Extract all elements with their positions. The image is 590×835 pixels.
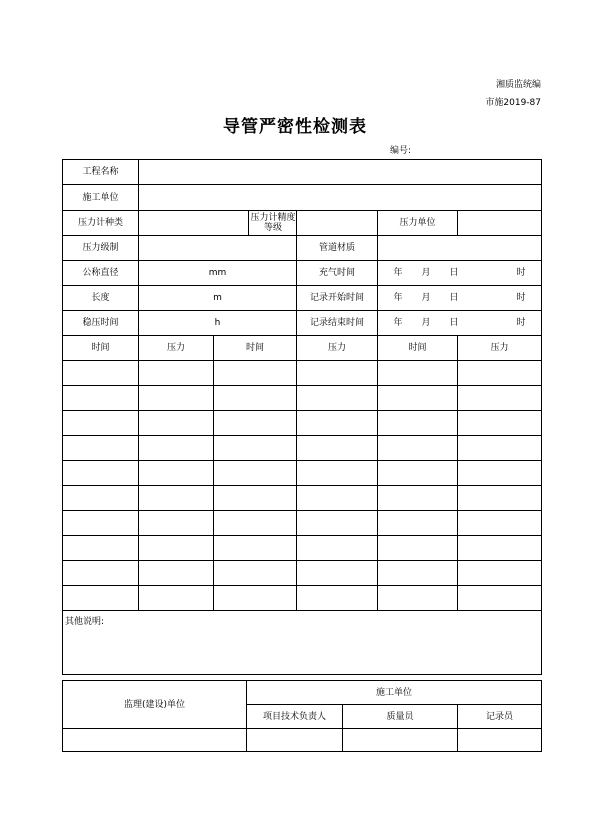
gauge-type-label: 压力计种类: [63, 211, 139, 236]
year-label: 年: [393, 293, 403, 303]
day-label: 日: [449, 268, 459, 278]
table-cell[interactable]: [378, 461, 458, 486]
table-row: [63, 511, 542, 536]
gauge-precision-label: [248, 211, 297, 236]
table-cell[interactable]: [63, 511, 139, 536]
table-cell[interactable]: [297, 386, 378, 411]
supervision-unit-label: 监理(建设)单位: [63, 681, 247, 729]
column-header-pressure: 压力: [458, 336, 542, 361]
pipe-material-label: 管道材质: [297, 236, 378, 261]
table-cell[interactable]: [297, 486, 378, 511]
table-cell[interactable]: [297, 536, 378, 561]
pressure-unit-label: 压力单位: [378, 211, 458, 236]
recorder-signature-field[interactable]: [458, 729, 542, 752]
table-cell[interactable]: [378, 361, 458, 386]
table-cell[interactable]: [458, 486, 542, 511]
table-cell[interactable]: [458, 361, 542, 386]
month-label: 月: [421, 293, 431, 303]
table-cell[interactable]: [297, 586, 378, 611]
pressure-unit-field[interactable]: [458, 211, 542, 236]
table-cell[interactable]: [297, 411, 378, 436]
construction-unit-field[interactable]: [139, 185, 542, 211]
table-row: [63, 386, 542, 411]
stable-time-label: 稳压时间: [63, 311, 139, 336]
project-name-field[interactable]: [139, 160, 542, 185]
table-cell[interactable]: [458, 411, 542, 436]
year-label: 年: [393, 268, 403, 278]
table-cell[interactable]: [297, 436, 378, 461]
table-cell[interactable]: [378, 586, 458, 611]
table-cell[interactable]: [63, 386, 139, 411]
record-start-label: 记录开始时间: [297, 286, 378, 311]
construction-unit-sign-label: 施工单位: [247, 681, 542, 705]
supervision-signature-field[interactable]: [63, 729, 247, 752]
table-cell[interactable]: [378, 386, 458, 411]
project-leader-label: 项目技术负责人: [247, 705, 343, 729]
table-cell[interactable]: [139, 536, 214, 561]
day-label: 日: [449, 318, 459, 328]
table-cell[interactable]: [63, 561, 139, 586]
hour-label: 时: [516, 293, 526, 303]
table-cell[interactable]: [214, 586, 297, 611]
column-header-time: 时间: [63, 336, 139, 361]
gauge-type-field[interactable]: [139, 211, 297, 236]
nominal-diameter-label: 公称直径: [63, 261, 139, 286]
table-cell[interactable]: [458, 586, 542, 611]
record-end-field[interactable]: [378, 311, 542, 336]
number-label: 编号:: [390, 146, 412, 156]
table-row: [63, 586, 542, 611]
table-cell[interactable]: [458, 386, 542, 411]
pressure-grade-field[interactable]: [139, 236, 297, 261]
table-cell[interactable]: [214, 511, 297, 536]
year-label: 年: [393, 318, 403, 328]
table-cell[interactable]: [378, 561, 458, 586]
table-cell[interactable]: [139, 461, 214, 486]
length-label: 长度: [63, 286, 139, 311]
table-cell[interactable]: [297, 511, 378, 536]
table-cell[interactable]: [139, 561, 214, 586]
table-cell[interactable]: [458, 511, 542, 536]
inflate-time-label: 充气时间: [297, 261, 378, 286]
table-cell[interactable]: [378, 536, 458, 561]
gauge-precision-line1: 压力计精度: [250, 213, 296, 223]
table-cell[interactable]: [378, 436, 458, 461]
table-cell[interactable]: [297, 361, 378, 386]
table-row: [63, 536, 542, 561]
table-row: [63, 436, 542, 461]
column-header-pressure: 压力: [297, 336, 378, 361]
table-cell[interactable]: [214, 486, 297, 511]
column-header-time: 时间: [214, 336, 297, 361]
table-row: [63, 411, 542, 436]
stable-time-unit[interactable]: h: [139, 311, 297, 336]
table-row: [63, 361, 542, 386]
table-cell[interactable]: [139, 586, 214, 611]
table-cell[interactable]: [458, 536, 542, 561]
table-cell[interactable]: [63, 586, 139, 611]
table-cell[interactable]: [63, 436, 139, 461]
table-cell[interactable]: [458, 461, 542, 486]
table-cell[interactable]: [214, 411, 297, 436]
table-cell[interactable]: [63, 536, 139, 561]
gauge-precision-field[interactable]: [297, 211, 378, 236]
record-start-field[interactable]: [378, 286, 542, 311]
table-cell[interactable]: [378, 486, 458, 511]
table-cell[interactable]: [297, 561, 378, 586]
construction-unit-label: 施工单位: [63, 185, 139, 211]
column-header-time: 时间: [378, 336, 458, 361]
table-row: [63, 461, 542, 486]
remarks-field[interactable]: [63, 611, 542, 675]
gauge-precision-line2: 等级: [263, 223, 282, 233]
recorder-label: 记录员: [458, 705, 542, 729]
table-cell[interactable]: [297, 461, 378, 486]
table-cell[interactable]: [139, 386, 214, 411]
project-leader-signature-field[interactable]: [247, 729, 343, 752]
table-cell[interactable]: [458, 436, 542, 461]
record-end-label: 记录结束时间: [297, 311, 378, 336]
month-label: 月: [421, 318, 431, 328]
table-cell[interactable]: [63, 361, 139, 386]
table-cell[interactable]: [139, 486, 214, 511]
column-header-row: [63, 336, 542, 361]
table-cell[interactable]: [378, 411, 458, 436]
hour-label: 时: [516, 318, 526, 328]
day-label: 日: [449, 293, 459, 303]
hour-label: 时: [516, 268, 526, 278]
month-label: 月: [421, 268, 431, 278]
table-cell[interactable]: [139, 511, 214, 536]
pressure-grade-label: 压力级制: [63, 236, 139, 261]
table-cell[interactable]: [214, 461, 297, 486]
inflate-time-field[interactable]: [378, 261, 542, 286]
pipe-material-field[interactable]: [378, 236, 542, 261]
table-cell[interactable]: [139, 361, 214, 386]
quality-signature-field[interactable]: [343, 729, 458, 752]
page-title: 导管严密性检测表: [223, 117, 367, 137]
table-row: [63, 561, 542, 586]
signature-table: [62, 680, 542, 752]
table-cell[interactable]: [214, 536, 297, 561]
table-cell[interactable]: [139, 436, 214, 461]
inspection-table: [62, 159, 542, 675]
table-cell[interactable]: [63, 461, 139, 486]
table-cell[interactable]: [214, 361, 297, 386]
form-org-code: 湘质监统编: [495, 80, 541, 90]
table-cell[interactable]: [214, 561, 297, 586]
quality-inspector-label: 质量员: [343, 705, 458, 729]
table-cell[interactable]: [63, 486, 139, 511]
table-cell[interactable]: [214, 386, 297, 411]
table-cell[interactable]: [458, 561, 542, 586]
form-serial-code: 市施2019-87: [485, 98, 541, 108]
table-cell[interactable]: [63, 411, 139, 436]
table-cell[interactable]: [139, 411, 214, 436]
project-name-label: 工程名称: [63, 160, 139, 185]
table-cell[interactable]: [378, 511, 458, 536]
table-row: [63, 486, 542, 511]
length-unit[interactable]: m: [139, 286, 297, 311]
nominal-diameter-unit[interactable]: mm: [139, 261, 297, 286]
table-cell[interactable]: [214, 436, 297, 461]
remarks-label: 其他说明:: [65, 617, 105, 627]
column-header-pressure: 压力: [139, 336, 214, 361]
